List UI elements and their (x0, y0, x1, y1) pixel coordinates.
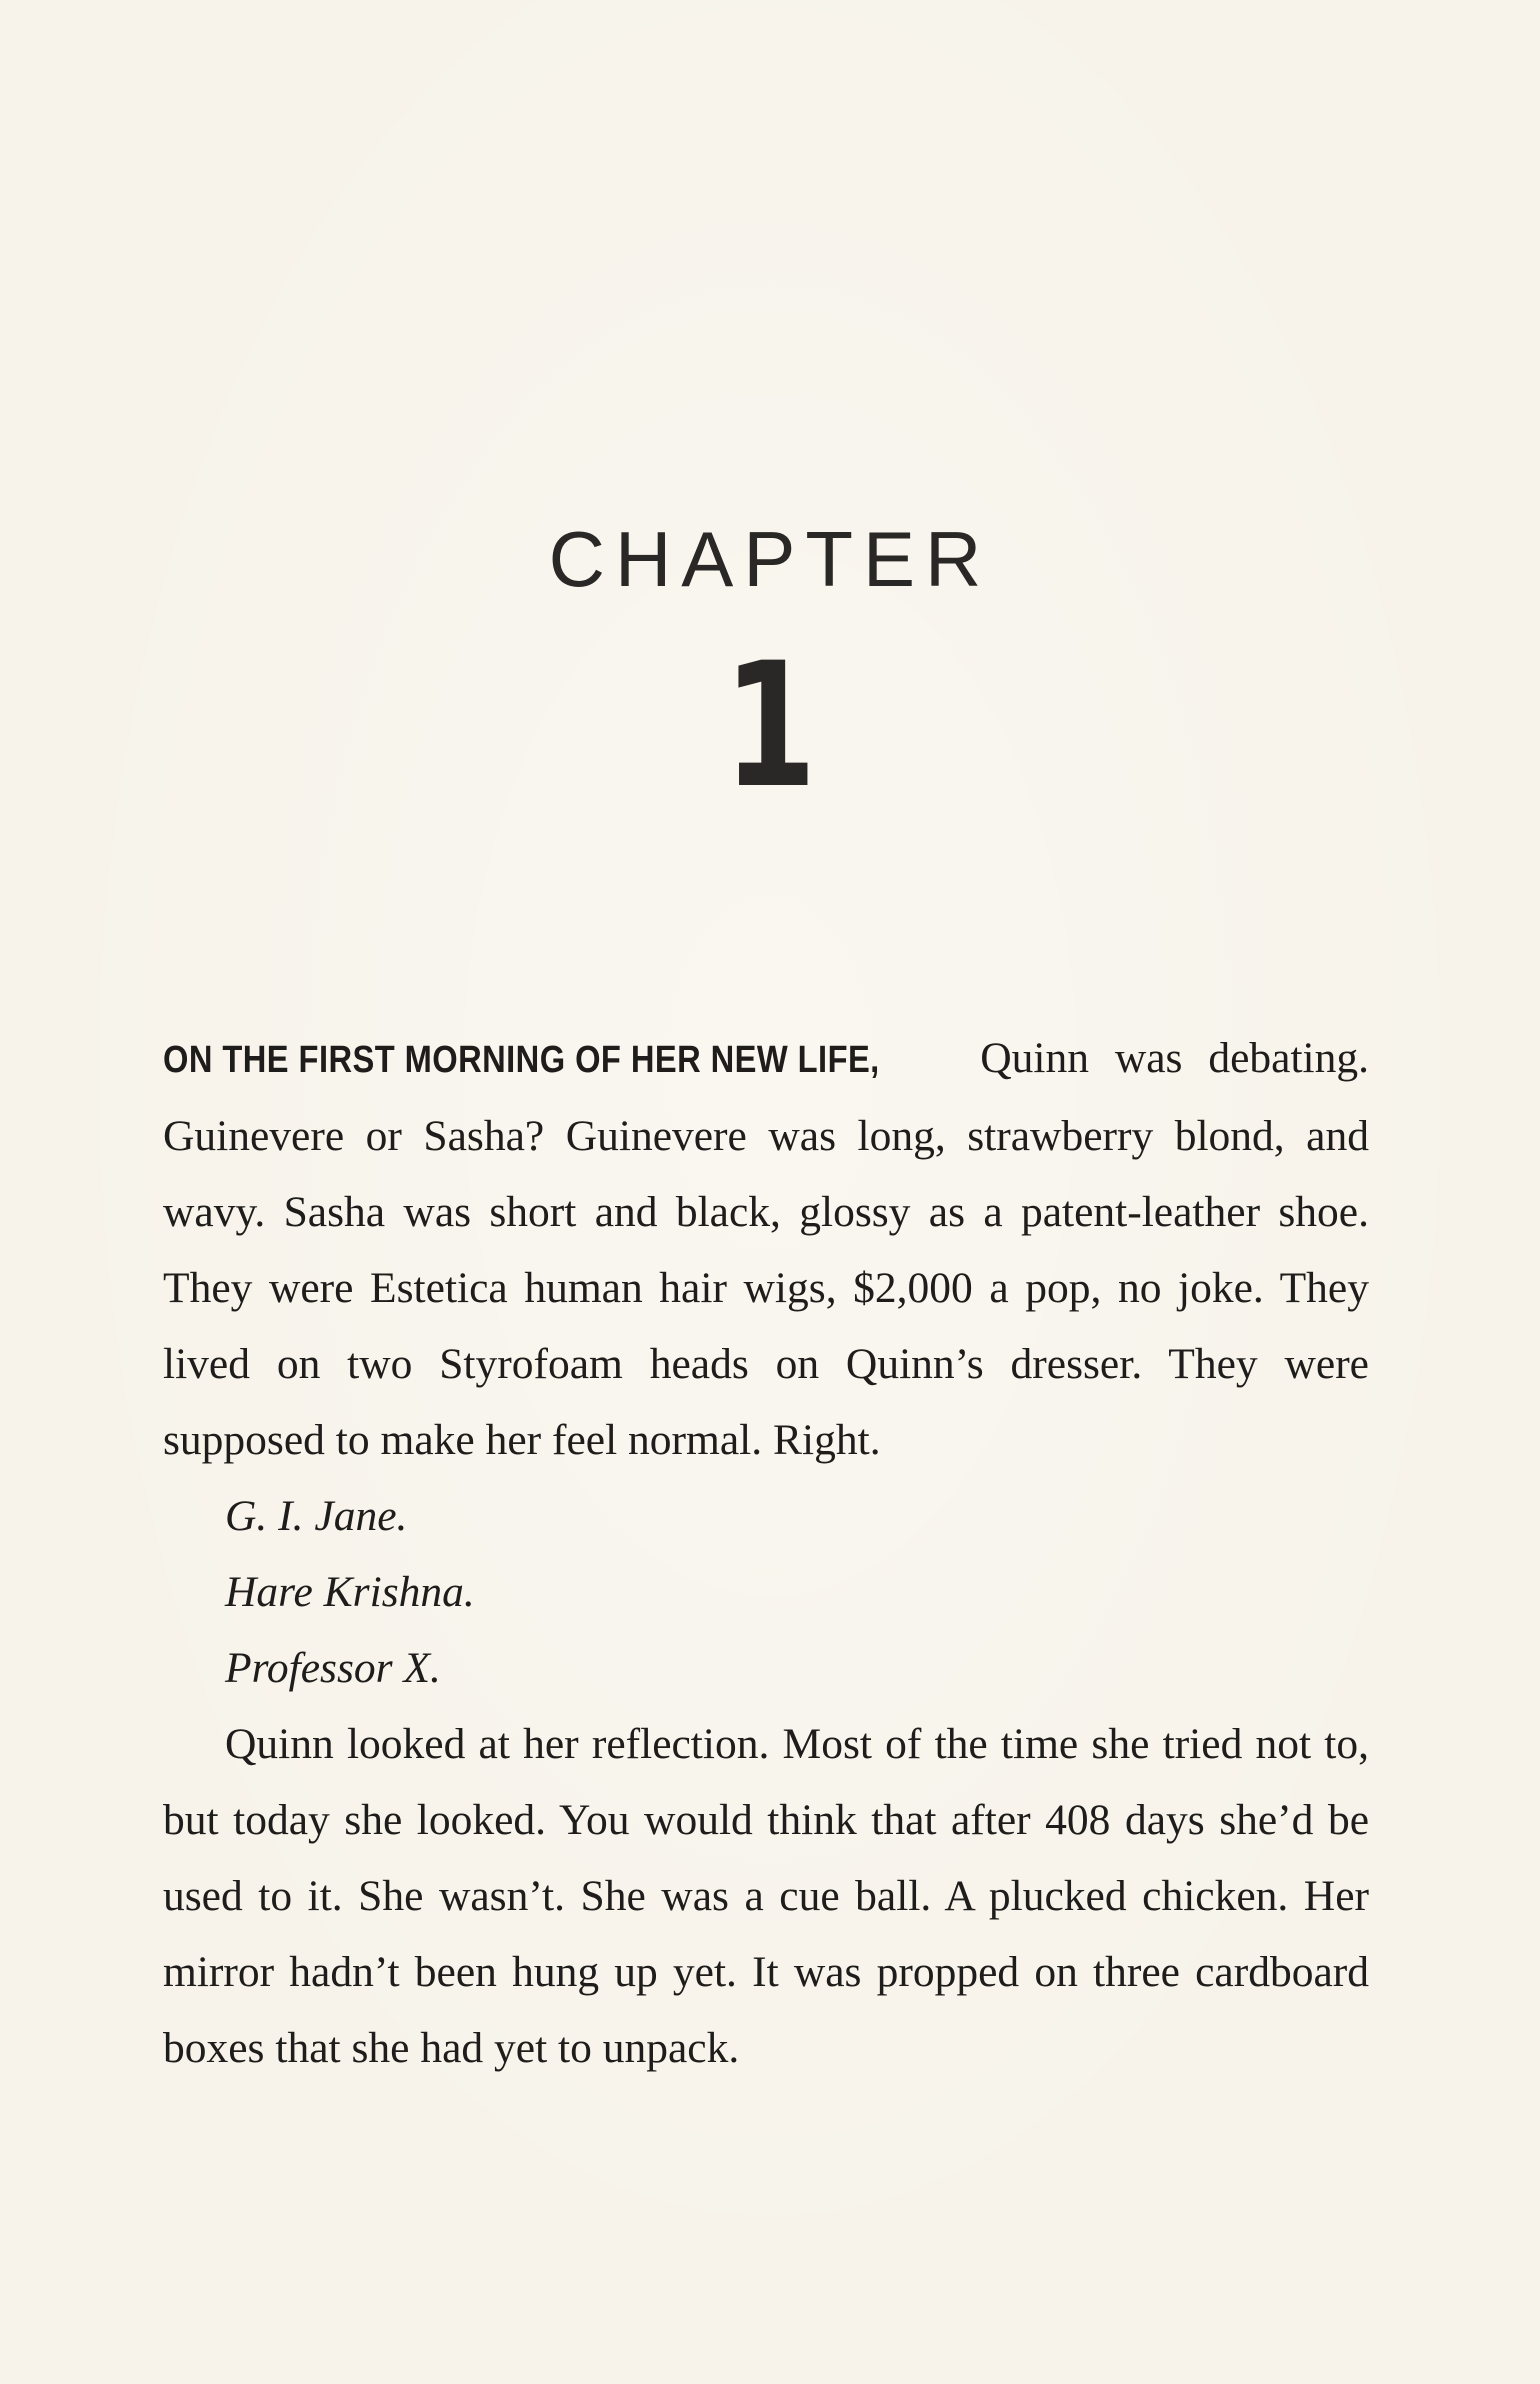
italic-line-2: Hare Krishna. (225, 1568, 475, 1616)
opening-small-caps: ON THE FIRST MORNING OF HER NEW LIFE, (163, 1039, 880, 1081)
chapter-body (163, 1020, 1369, 2086)
italic-line-3: Professor X. (225, 1644, 441, 1692)
italic-line-1: G. I. Jane. (225, 1492, 408, 1540)
second-paragraph: Quinn looked at her reflection. Most of the time she tried not to, but today she looked. You would think that after 408 days she’d be used to it. She wasn’t. She was a cue ball. A plucked chicken. Her mirror hadn’t been hung up yet. It was propped on three cardboard boxes that she had yet to unpack. (163, 1720, 1369, 2072)
chapter-heading: CHAPTER (548, 515, 992, 603)
chapter-number: 1 (723, 625, 817, 826)
opening-paragraph (163, 1020, 1369, 1478)
opening-paragraph-text: Quinn was debating. Guinevere or Sasha? Guinevere was long, strawberry blond, and wavy. Sasha was short and black, glossy as a patent-leather shoe. They were Estetica human hair wigs, $2,000 a pop, no joke. They lived on two Styrofoam heads on Quinn’s dresser. They were supposed to make her feel normal. Right. (163, 1034, 1369, 1464)
